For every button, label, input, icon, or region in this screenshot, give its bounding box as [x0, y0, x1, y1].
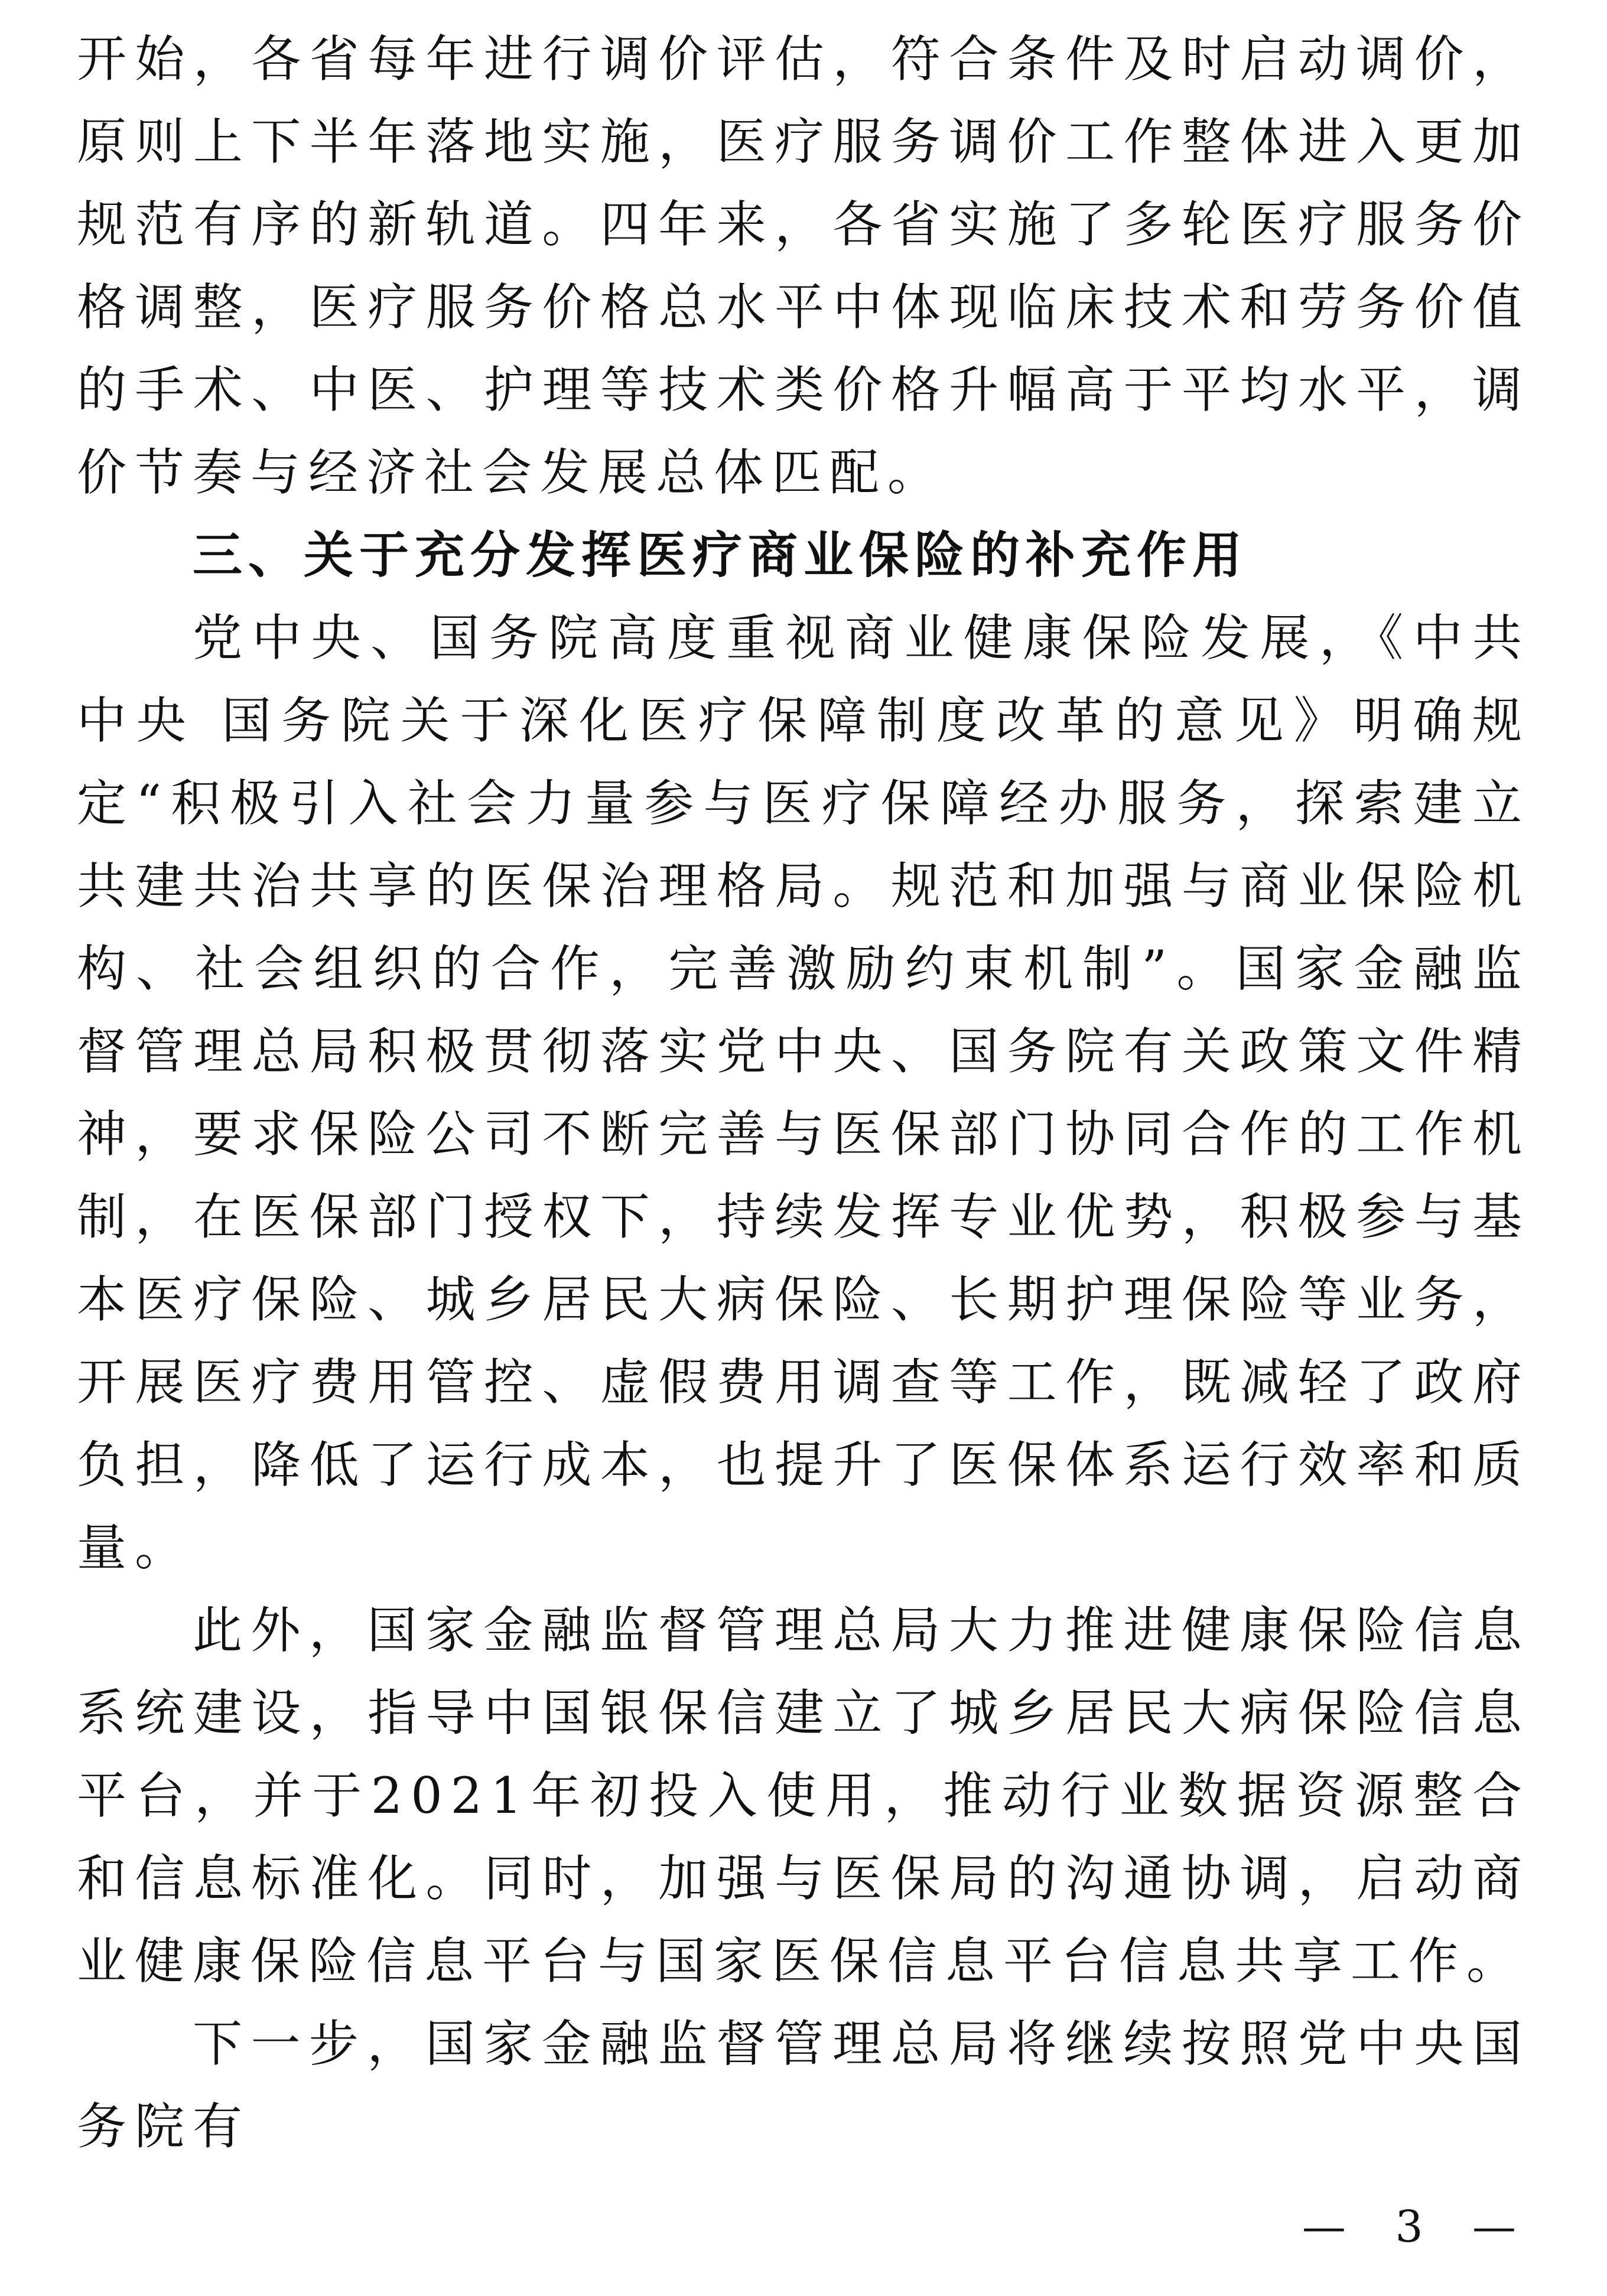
- document-body: [77, 18, 1530, 2168]
- paragraph: 党中央、国务院高度重视商业健康保险发展，《中共中央 国务院关于深化医疗保障制度改革的意见》明确规定“积极引入社会力量参与医疗保障经办服务，探索建立共建共治共享的医保治理格局。规范和加强与商业保险机构、社会组织的合作，完善激励约束机制”。国家金融监督管理总局积极贯彻落实党中央、国务院有关政策文件精神，要求保险公司不断完善与医保部门协同合作的工作机制，在医保部门授权下，持续发挥专业优势，积极参与基本医疗保险、城乡居民大病保险、长期护理保险等业务，开展医疗费用管控、虚假费用调查等工作，既减轻了政府负担，降低了运行成本，也提升了医保体系运行效率和质量。: [77, 609, 1530, 1577]
- paragraph: 下一步，国家金融监督管理总局将继续按照党中央国务院有: [77, 2015, 1530, 2155]
- paragraph-continuation: 开始，各省每年进行调价评估，符合条件及时启动调价，原则上下半年落地实施，医疗服务调价工作整体进入更加规范有序的新轨道。四年来，各省实施了多轮医疗服务价格调整，医疗服务价格总水平中体现临床技术和劳务价值的手术、中医、护理等技术类价格升幅高于平均水平，调价节奏与经济社会发展总体匹配。: [77, 30, 1530, 501]
- page-number: — 3 —: [1302, 2201, 1534, 2252]
- paragraph: 此外，国家金融监督管理总局大力推进健康保险信息系统建设，指导中国银保信建立了城乡居民大病保险信息平台，并于2021年初投入使用，推动行业数据资源整合和信息标准化。同时，加强与医保局的沟通协调，启动商业健康保险信息平台与国家医保信息平台信息共享工作。: [77, 1601, 1530, 1990]
- section-heading: 三、关于充分发挥医疗商业保险的补充作用: [193, 526, 1248, 584]
